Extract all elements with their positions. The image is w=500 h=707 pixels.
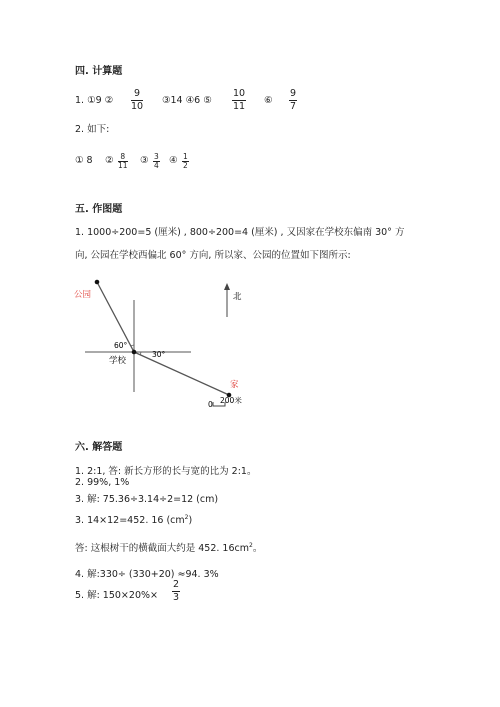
section5-line1: 1. 1000÷200=5 (厘米) , 800÷200=4 (厘米) , 又因家在学校东偏南 30° 方	[75, 227, 405, 238]
numerator: 8	[120, 152, 126, 161]
line4-text: 3. 14×12=452. 16 (cm	[75, 515, 185, 527]
numerator: 1	[183, 152, 188, 161]
school-dot	[132, 350, 137, 355]
section6-line5	[75, 540, 262, 554]
numerator: 10	[233, 88, 246, 99]
q1-item6: ⑥	[264, 95, 273, 106]
section6-line1: 1. 2:1, 答: 新长方形的长与宽的比为 2:1。	[75, 466, 257, 477]
line5-text: 答: 这根树干的横截面大约是 452. 16cm	[75, 543, 249, 554]
denominator: 2	[183, 160, 188, 170]
line5-superscript: 2	[248, 541, 253, 549]
denominator: 11	[118, 160, 128, 170]
denominator: 11	[233, 100, 246, 112]
section6-line7: 5. 解: 150×20%×	[75, 590, 158, 601]
q2-label: 2. 如下:	[75, 124, 110, 135]
numerator: 2	[173, 579, 180, 590]
line5-end: 。	[252, 543, 263, 554]
home-label: 家	[230, 380, 239, 390]
north-arrow-icon	[224, 283, 230, 290]
school-label: 学校	[109, 356, 127, 366]
numerator: 9	[290, 88, 297, 99]
numerator: 3	[154, 152, 159, 161]
section4-heading: 四. 计算题	[75, 66, 123, 77]
q1-middle: ③14 ④6 ⑤	[162, 95, 212, 106]
section6-line6: 4. 解:330÷ (330+20) ≈94. 3%	[75, 569, 219, 580]
q1-label: 1. ①9 ②	[75, 95, 114, 106]
answer-1: ① 8	[75, 155, 93, 166]
section6-heading: 六. 解答题	[75, 442, 123, 453]
line4-close: )	[188, 515, 193, 527]
angle30-label: 30°	[152, 350, 166, 359]
answer-3: ③	[140, 155, 149, 166]
scale-zero-label: 0	[208, 400, 213, 409]
section6-line3: 3. 解: 75.36÷3.14÷2=12 (cm)	[75, 494, 219, 505]
denominator: 3	[173, 591, 180, 603]
north-label: 北	[233, 292, 242, 302]
section5-heading: 五. 作图题	[75, 204, 123, 215]
denominator: 10	[131, 100, 144, 112]
section5-line2: 向, 公园在学校西偏北 60° 方向, 所以家、公园的位置如下图所示:	[75, 250, 351, 261]
scale-length-label: 200米	[220, 396, 242, 405]
school-to-home-line	[134, 352, 229, 395]
section6-line2: 2. 99%, 1%	[75, 477, 130, 488]
denominator: 7	[290, 100, 297, 112]
section6-line4	[75, 514, 192, 526]
line7-fraction	[172, 580, 180, 602]
numerator: 9	[134, 88, 141, 99]
line4-superscript: 2	[184, 514, 189, 521]
answer-4: ④	[169, 155, 178, 166]
denominator: 4	[154, 160, 159, 170]
park-dot	[95, 280, 100, 285]
park-label: 公园	[74, 290, 92, 300]
angle60-label: 60°	[114, 341, 128, 350]
answer-2: ②	[105, 155, 114, 166]
